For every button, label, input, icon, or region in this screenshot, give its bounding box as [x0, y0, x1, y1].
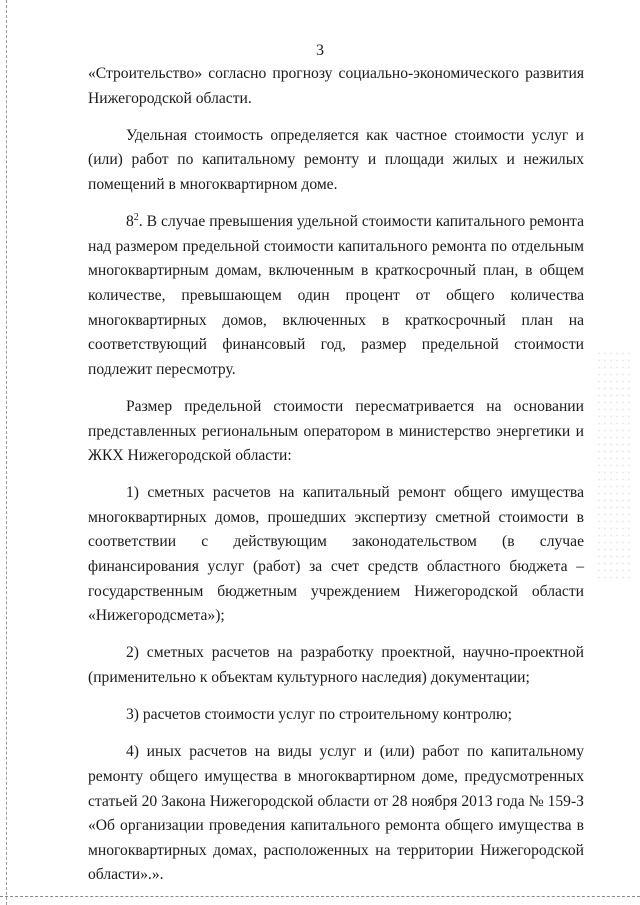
clause-text: . В случае превышения удельной стоимости капитального ремонта над размером предельной стоимости капитального ремонта по отдельным многоквартирным домам, включенным в краткосрочный план, в общем количестве, превышающем один процент от общего количества многоквартирных домов, включенных в краткосрочный план на соответствующий финансовый год, размер предельной стоимости подлежит пересмотру.: [88, 213, 584, 378]
scan-noise: [596, 350, 632, 580]
document-body: [88, 62, 584, 888]
paragraph-revision-basis: Размер предельной стоимости пересматривается на основании представленных региональным оператором в министерство энергетики и ЖКХ Нижегородской области:: [88, 397, 584, 465]
list-item-3: 3) расчетов стоимости услуг по строительному контролю;: [126, 706, 512, 724]
scan-edge-bottom: [0, 896, 640, 897]
paragraph-continuation: «Строительство» согласно прогнозу социально-экономического развития Нижегородской области.: [88, 65, 584, 107]
clause-superscript: 2: [133, 212, 139, 224]
list-item-2: 2) сметных расчетов на разработку проектной, научно-проектной (применительно к объектам культурного наследия) документации;: [88, 644, 584, 687]
paragraph-unit-cost: Удельная стоимость определяется как частное стоимости услуг и (или) работ по капитальному ремонту и площади жилых и нежилых помещений в многоквартирном доме.: [88, 126, 584, 193]
page-number: 3: [316, 42, 324, 59]
paragraph-8-2: [88, 210, 584, 382]
clause-number: 8: [126, 213, 134, 231]
scan-edge-left: [6, 0, 7, 905]
list-item-1: 1) сметных расчетов на капитальный ремонт общего имущества многоквартирных домов, прошедших экспертизу сметной стоимости в соответствии с действующим законодательством (в случае финансирования услуг (работ) за счет средств областного бюджета – государственным бюджетным учреждением Нижегородской области «Нижегородсмета»);: [88, 484, 584, 625]
list-item-4: 4) иных расчетов на виды услуг и (или) работ по капитальному ремонту общего имущества в многоквартирном доме, предусмотренных статьей 20 Закона Нижегородской области от 28 ноября 2013 года № 159-З «Об организации проведения капитального ремонта общего имущества в многоквартирных домах, расположенных на территории Нижегородской области».».: [88, 743, 584, 884]
